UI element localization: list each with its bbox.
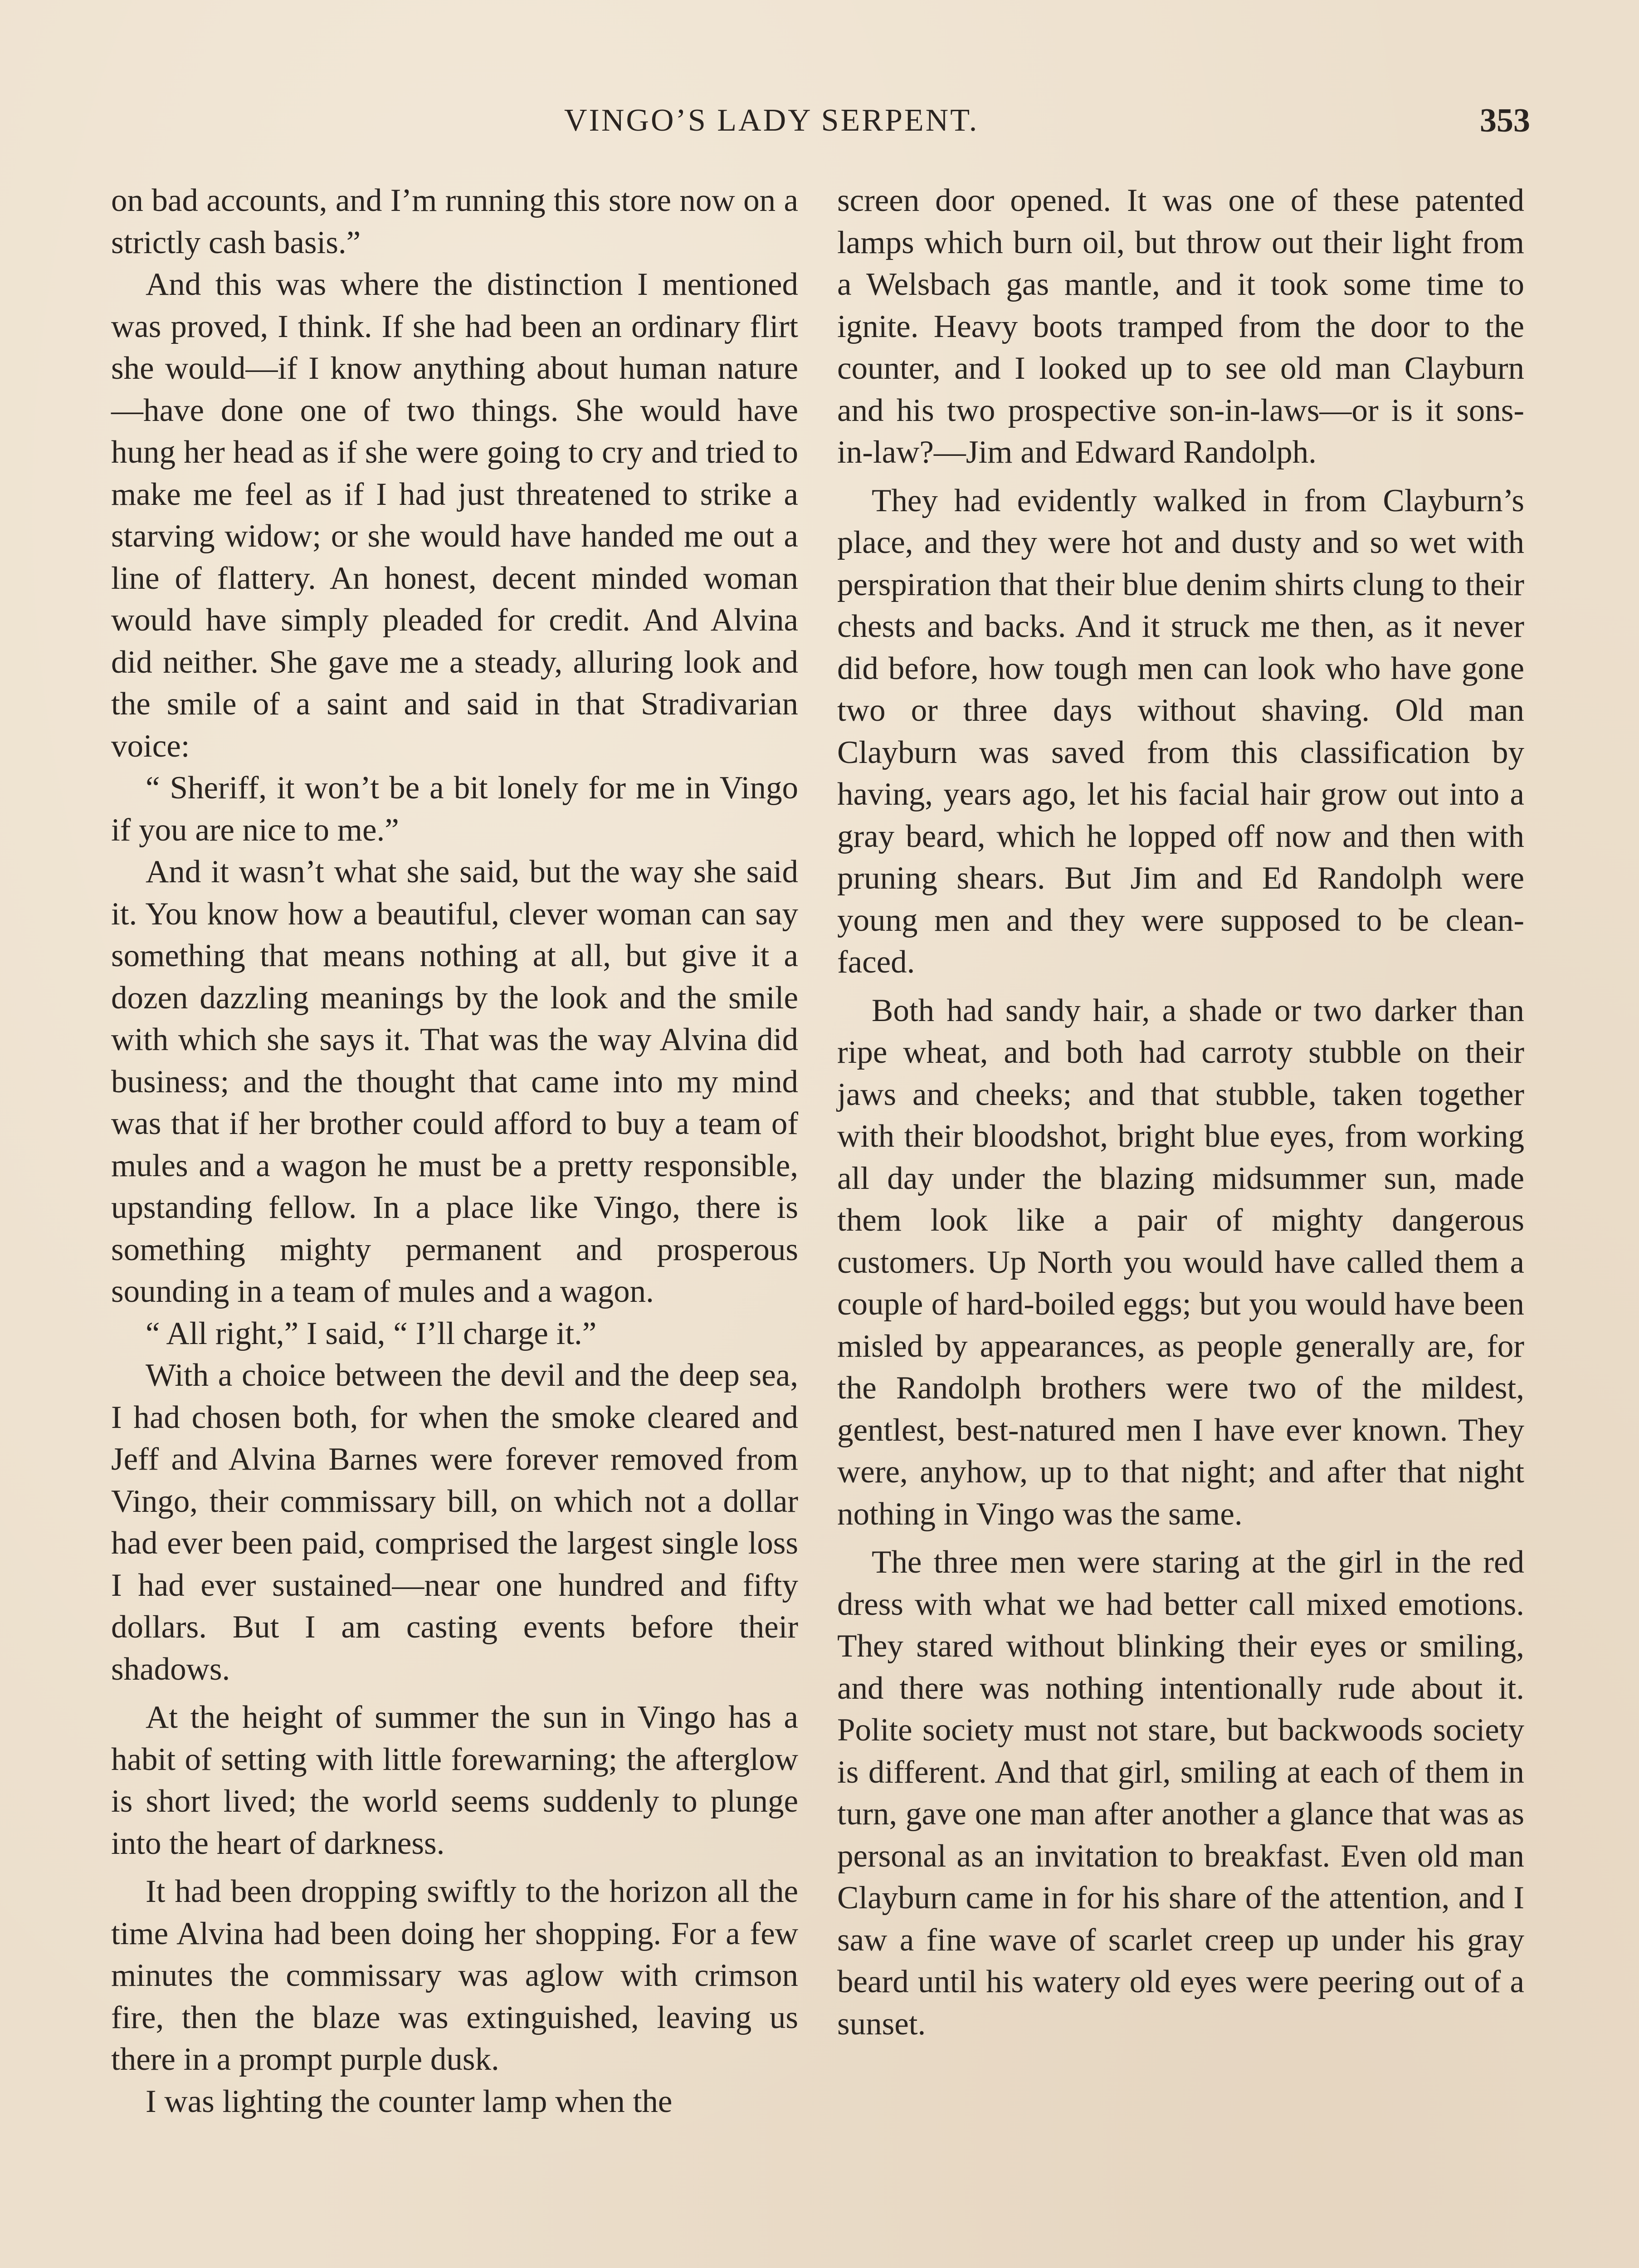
paragraph: I was lighting the counter lamp when the bbox=[146, 2083, 673, 2119]
paragraph: It had been dropping swiftly to the horizon all the time Alvina had been doing her shopping. For a few minutes the commissary was aglow with crimson fire, then the blaze was extinguished, leaving us there in a prompt purple dusk. bbox=[111, 1874, 798, 2077]
left-text-column bbox=[111, 180, 798, 2122]
paragraph: The three men were staring at the girl in the red dress with what we had better call mixed emotions. They stared without blinking their eyes or smiling, and there was nothing intentionally rude about it. Polite society must not stare, but backwoods society is different. And that girl, smiling at each of them in turn, gave one man after another a glance that was as personal as an invitation to breakfast. Even old man Clayburn came in for his share of the attention, and I saw a fine wave of scarlet creep up under his gray beard until his watery old eyes were peering out of a sunset. bbox=[837, 1545, 1524, 2042]
paragraph: And this was where the distinction I mentioned was proved, I think. If she had been an ordinary flirt she would—if I know anything about human nature—have done one of two things. She would have hung her head as if she were going to cry and tried to make me feel as if I had just threatened to strike a starving widow; or she would have handed me out a line of flattery. An honest, decent minded woman would have simply pleaded for credit. And Alvina did neither. She gave me a steady, alluring look and the smile of a saint and said in that Stradivarian voice: bbox=[111, 267, 798, 764]
paragraph: With a choice between the devil and the deep sea, I had chosen both, for when the smoke cleared and Jeff and Alvina Barnes were forever removed from Vingo, their commissary bill, on which not a dollar had ever been paid, comprised the largest single loss I had ever sustained—near one hundred and fifty dollars. But I am casting events before their shadows. bbox=[111, 1358, 798, 1687]
paragraph: They had evidently walked in from Clayburn’s place, and they were hot and dusty and so wet with perspiration that their blue denim shirts clung to their chests and backs. And it struck me then, as it never did before, how tough men can look who have gone two or three days without shaving. Old man Clayburn was saved from this classification by having, years ago, let his facial hair grow out into a gray beard, which he lopped off now and then with pruning shears. But Jim and Ed Randolph were young men and they were supposed to be clean-faced. bbox=[837, 483, 1524, 980]
paragraph: At the height of summer the sun in Vingo has a habit of setting with little forewarning; the afterglow is short lived; the world seems suddenly to plunge into the heart of darkness. bbox=[111, 1700, 798, 1861]
page-number: 353 bbox=[1480, 102, 1530, 139]
paragraph: And it wasn’t what she said, but the way she said it. You know how a beautiful, clever woman can say something that means nothing at all, but give it a dozen dazzling meanings by the look and the smile with which she says it. That was the way Alvina did business; and the thought that came into my mind was that if her brother could afford to buy a team of mules and a wagon he must be a pretty responsible, upstanding fellow. In a place like Vingo, there is something mighty permanent and prosperous sounding in a team of mules and a wagon. bbox=[111, 854, 798, 1309]
running-title: VINGO’S LADY SERPENT. bbox=[564, 103, 979, 138]
paragraph: “ All right,” I said, “ I’ll charge it.” bbox=[146, 1315, 597, 1351]
right-text-column bbox=[837, 180, 1524, 2045]
paragraph: Both had sandy hair, a shade or two darker than ripe wheat, and both had carroty stubble on their jaws and cheeks; and that stubble, taken together with their bloodshot, bright blue eyes, from working all day under the blazing midsummer sun, made them look like a pair of mighty dangerous customers. Up North you would have called them a couple of hard-boiled eggs; but you would have been misled by appearances, as people generally are, for the Randolph brothers were two of the mildest, gentlest, best-natured men I have ever known. They were, anyhow, up to that night; and after that night nothing in Vingo was the same. bbox=[837, 992, 1524, 1532]
paragraph: on bad accounts, and I’m running this store now on a strictly cash basis.” bbox=[111, 183, 798, 260]
paragraph: screen door opened. It was one of these patented lamps which burn oil, but throw out their light from a Welsbach gas mantle, and it took some time to ignite. Heavy boots tramped from the door to the counter, and I looked up to see old man Clayburn and his two prospective son-in-laws—or is it sons-in-law?—Jim and Edward Randolph. bbox=[837, 183, 1524, 470]
paragraph: “ Sheriff, it won’t be a bit lonely for me in Vingo if you are nice to me.” bbox=[111, 770, 798, 848]
